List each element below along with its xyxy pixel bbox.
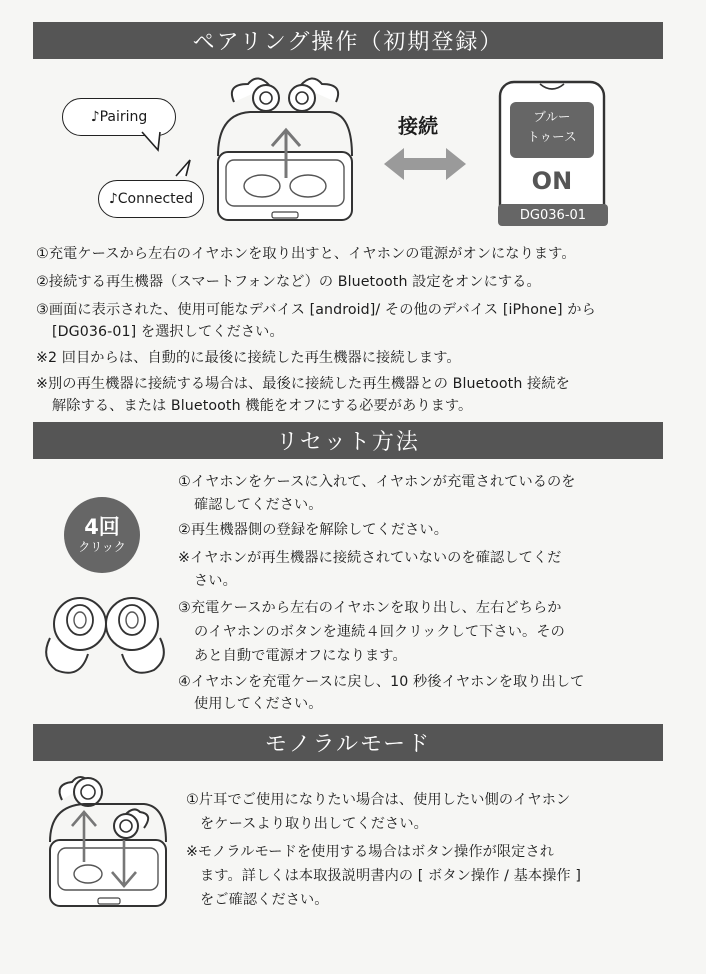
- connect-label: 接続: [398, 114, 439, 138]
- smartphone-illustration: [500, 82, 604, 224]
- badge-click: クリック: [78, 540, 126, 554]
- reset-step-1: ①イヤホンをケースに入れて、イヤホンが充電されているのを: [178, 474, 576, 490]
- reset-step-4-cont: 使用してください。: [194, 696, 323, 712]
- reset-section-title: リセット方法: [33, 422, 663, 459]
- phone-bluetooth-line-2: トゥース: [527, 129, 577, 144]
- badge-count: 4回: [84, 515, 120, 539]
- reset-step-2: ②再生機器側の登録を解除してください。: [178, 522, 448, 538]
- connected-bubble-text: ♪Connected: [108, 191, 194, 207]
- reset-step-3-cont-1: のイヤホンのボタンを連続４回クリックして下さい。その: [194, 624, 565, 640]
- pairing-section-title: ペアリング操作（初期登録）: [33, 22, 663, 59]
- double-arrow-icon: [384, 148, 466, 180]
- pairing-step-1: ①充電ケースから左右のイヤホンを取り出すと、イヤホンの電源がオンになります。: [36, 246, 576, 262]
- earbuds-illustration: [36, 590, 176, 680]
- pairing-note-1: ※2 回目からは、自動的に最後に接続した再生機器に接続します。: [36, 350, 461, 366]
- reset-step-3-cont-2: あと自動で電源オフになります。: [194, 648, 407, 664]
- mono-step-1: ①片耳でご使用になりたい場合は、使用したい側のイヤホン: [186, 792, 571, 808]
- connected-bubble: [98, 180, 204, 218]
- pairing-note-2-cont: 解除する、または Bluetooth 機能をオフにする必要があります。: [52, 398, 473, 414]
- mono-note: ※モノラルモードを使用する場合はボタン操作が限定され: [186, 844, 555, 860]
- pairing-bubble-text: ♪Pairing: [90, 109, 148, 125]
- pairing-step-3: ③画面に表示された、使用可能なデバイス [android]/ その他のデバイス [iPhone] から: [36, 302, 596, 318]
- reset-step-3: ③充電ケースから左右のイヤホンを取り出し、左右どちらか: [178, 600, 562, 616]
- phone-on-label: ON: [531, 167, 573, 195]
- pairing-note-2: ※別の再生機器に接続する場合は、最後に接続した再生機器との Bluetooth 接続を: [36, 376, 570, 392]
- pairing-step-3-cont: [DG036-01] を選択してください。: [52, 324, 284, 340]
- mono-step-1-cont: をケースより取り出してください。: [200, 816, 428, 832]
- reset-note-cont: さい。: [194, 573, 237, 589]
- reset-note: ※イヤホンが再生機器に接続されていないのを確認してくだ: [178, 550, 562, 566]
- mono-note-cont-2: をご確認ください。: [200, 892, 329, 908]
- reset-step-1-cont: 確認してください。: [194, 497, 323, 513]
- reset-step-4: ④イヤホンを充電ケースに戻し、10 秒後イヤホンを取り出して: [178, 674, 585, 690]
- pairing-step-2: ②接続する再生機器（スマートフォンなど）の Bluetooth 設定をオンにする。: [36, 274, 541, 290]
- charging-case-illustration: [218, 78, 352, 220]
- mono-note-cont-1: ます。詳しくは本取扱説明書内の [ ボタン操作 / 基本操作 ]: [200, 868, 581, 884]
- four-click-badge: [64, 497, 140, 573]
- device-name-label: DG036-01: [498, 204, 608, 226]
- phone-bluetooth-line-1: ブルー: [533, 109, 571, 124]
- mono-section-title: モノラルモード: [33, 724, 663, 761]
- mono-case-illustration: [40, 770, 180, 920]
